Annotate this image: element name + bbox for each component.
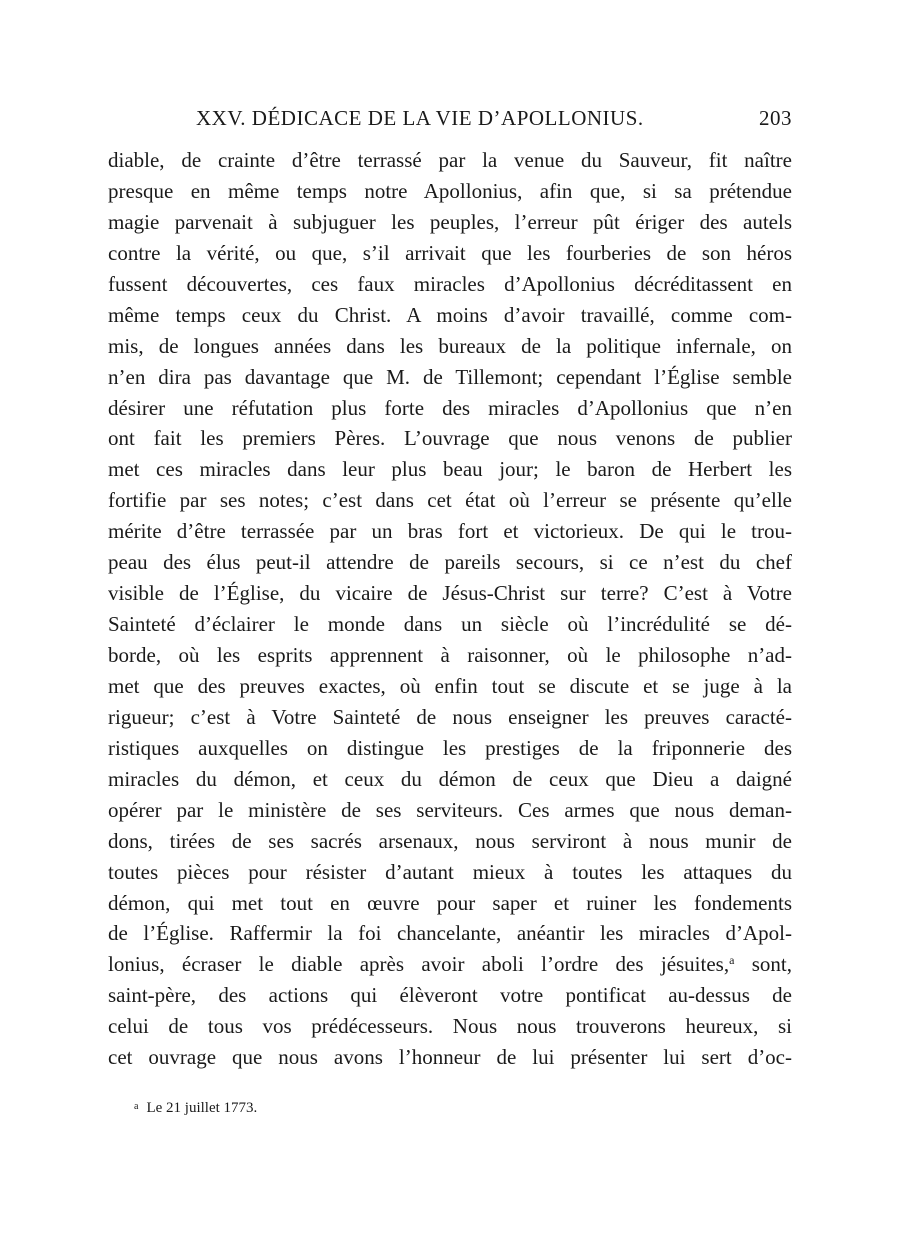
text-line: de l’Église. Raffermir la foi chancelante, anéantir les miracles d’Apol-	[108, 921, 792, 946]
text-segment: lonius, écraser le diable après avoir aboli l’ordre des jésuites,	[108, 952, 730, 977]
footnote-reference[interactable]: a	[729, 953, 735, 968]
text-line: désirer une réfutation plus forte des miracles d’Apollonius que n’en	[108, 395, 792, 420]
text-line: mérite d’être terrassée par un bras fort et victorieux. De qui le trou-	[108, 519, 792, 544]
running-title: XXV. DÉDICACE DE LA VIE D’APOLLONIUS.	[196, 106, 644, 130]
text-line: miracles du démon, et ceux du démon de ceux que Dieu a daigné	[108, 766, 792, 791]
text-line: toutes pièces pour résister d’autant mieux à toutes les attaques du	[108, 859, 792, 884]
text-line: même temps ceux du Christ. A moins d’avoir travaillé, comme com-	[108, 302, 792, 327]
text-line: visible de l’Église, du vicaire de Jésus-Christ sur terre? C’est à Votre	[108, 581, 792, 606]
text-line: met ces miracles dans leur plus beau jour; le baron de Herbert les	[108, 457, 792, 482]
text-line: saint-père, des actions qui élèveront votre pontificat au-dessus de	[108, 983, 792, 1008]
footnote-marker: a	[134, 1101, 139, 1112]
text-line: dons, tirées de ses sacrés arsenaux, nous serviront à nous munir de	[108, 828, 792, 853]
text-line: diable, de crainte d’être terrassé par la venue du Sauveur, fit naître	[108, 148, 792, 172]
text-line: n’en dira pas davantage que M. de Tillemont; cependant l’Église semble	[108, 364, 792, 389]
text-line: contre la vérité, ou que, s’il arrivait que les fourberies de son héros	[108, 240, 792, 265]
text-line: celui de tous vos prédécesseurs. Nous nous trouverons heureux, si	[108, 1014, 792, 1039]
text-line: met que des preuves exactes, où enfin tout se discute et se juge à la	[108, 673, 792, 698]
text-line: ristiques auxquelles on distingue les prestiges de la friponnerie des	[108, 735, 792, 760]
text-line: opérer par le ministère de ses serviteurs. Ces armes que nous deman-	[108, 797, 792, 822]
footnote	[134, 1100, 257, 1117]
text-line: magie parvenait à subjuguer les peuples, l’erreur pût ériger des autels	[108, 209, 792, 234]
text-line: presque en même temps notre Apollonius, afin que, si sa prétendue	[108, 178, 792, 203]
text-line: cet ouvrage que nous avons l’honneur de lui présenter lui sert d’oc-	[108, 1045, 792, 1070]
body-text	[108, 145, 792, 1073]
text-line: mis, de longues années dans les bureaux de la politique infernale, on	[108, 333, 792, 358]
text-line: peau des élus peut-il attendre de pareils secours, si ce n’est du chef	[108, 550, 792, 575]
page-number: 203	[759, 106, 792, 130]
footnote-text: Le 21 juillet 1773.	[146, 1100, 258, 1116]
text-line: démon, qui met tout en œuvre pour saper et ruiner les fondements	[108, 890, 792, 915]
text-line: rigueur; c’est à Votre Sainteté de nous enseigner les preuves caracté-	[108, 704, 792, 729]
text-line: fussent découvertes, ces faux miracles d’Apollonius décréditassent en	[108, 271, 792, 296]
text-line: fortifie par ses notes; c’est dans cet état où l’erreur se présente qu’elle	[108, 488, 792, 513]
text-line: Sainteté d’éclairer le monde dans un siècle où l’incrédulité se dé-	[108, 612, 792, 637]
text-line-with-note	[108, 949, 792, 980]
text-line: borde, où les esprits apprennent à raisonner, où le philosophe n’ad-	[108, 643, 792, 667]
text-segment: sont,	[734, 952, 793, 977]
text-line: ont fait les premiers Pères. L’ouvrage que nous venons de publier	[108, 426, 792, 451]
running-head	[108, 106, 792, 134]
